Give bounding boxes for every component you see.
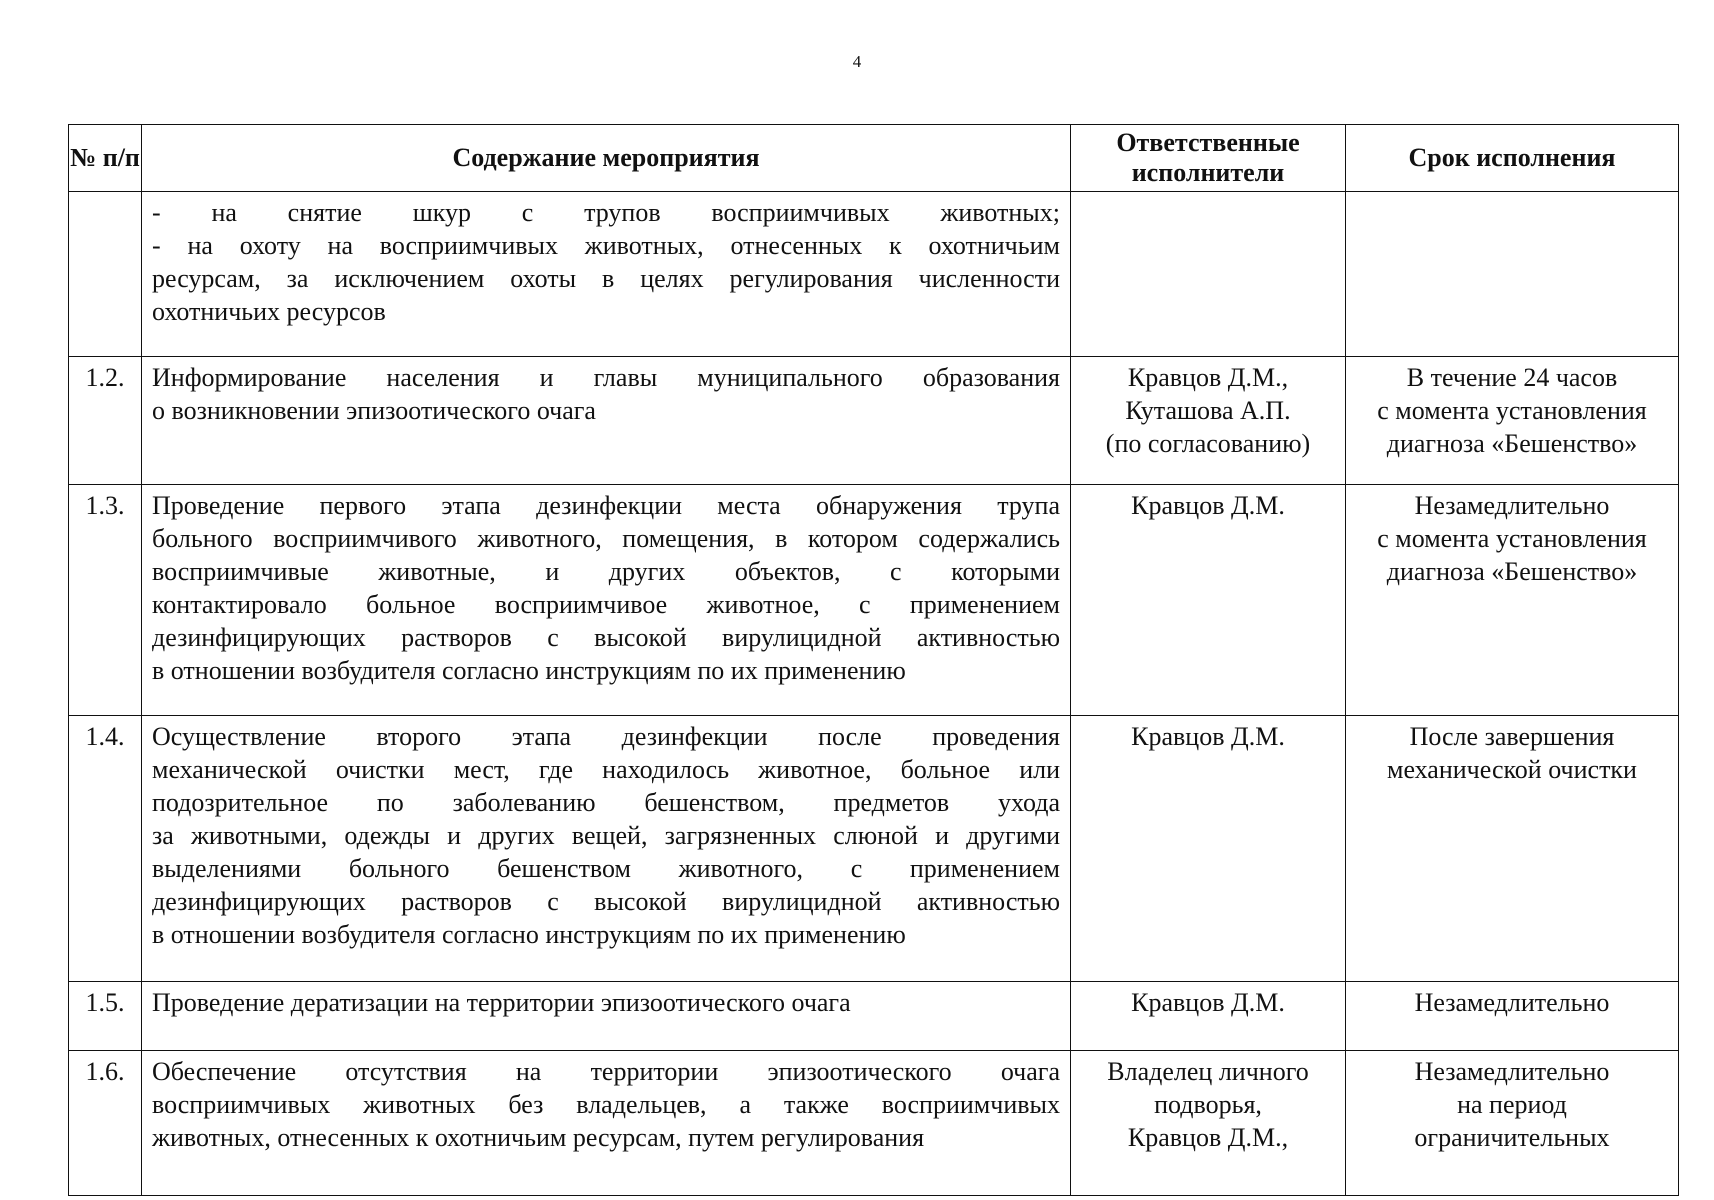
row-number: 1.6. — [69, 1051, 142, 1196]
header-responsible-line: Ответственные — [1116, 128, 1300, 157]
content-line: выделениями больного бешенством животного, с применением — [152, 854, 1060, 883]
responsible-line: подворья, — [1154, 1090, 1262, 1119]
measures-table — [68, 124, 1679, 1196]
header-content: Содержание мероприятия — [142, 125, 1071, 192]
responsible-line: Кравцов Д.М. — [1131, 988, 1285, 1017]
table-row — [69, 1051, 1679, 1196]
content-line: в отношении возбудителя согласно инструкциям по их применению — [152, 656, 906, 685]
execution-term — [1346, 716, 1679, 982]
measure-content — [142, 1051, 1071, 1196]
content-line: Проведение дератизации на территории эпизоотического очага — [152, 988, 851, 1017]
responsible-executors — [1071, 716, 1346, 982]
measure-content — [142, 192, 1071, 357]
term-line: Незамедлительно — [1414, 1057, 1610, 1086]
term-line: Незамедлительно — [1414, 491, 1610, 520]
row-number: 1.4. — [69, 716, 142, 982]
table-row — [69, 716, 1679, 982]
execution-term — [1346, 485, 1679, 716]
term-line: механической очистки — [1387, 755, 1637, 784]
content-line: контактировало больное восприимчивое животное, с применением — [152, 590, 1060, 619]
content-line: Проведение первого этапа дезинфекции места обнаружения трупа — [152, 491, 1060, 520]
responsible-executors — [1071, 485, 1346, 716]
responsible-executors — [1071, 982, 1346, 1051]
row-number — [69, 192, 142, 357]
execution-term — [1346, 1051, 1679, 1196]
page-number: 4 — [852, 52, 862, 71]
table-row — [69, 982, 1679, 1051]
header-term: Срок исполнения — [1346, 125, 1679, 192]
measure-content — [142, 485, 1071, 716]
responsible-executors — [1071, 192, 1346, 357]
responsible-line: Владелец личного — [1107, 1057, 1309, 1086]
execution-term — [1346, 192, 1679, 357]
header-row — [69, 125, 1679, 192]
content-line: Обеспечение отсутствия на территории эпизоотического очага — [152, 1057, 1060, 1086]
measure-content — [142, 357, 1071, 485]
term-line: на период — [1457, 1090, 1567, 1119]
responsible-line: Кравцов Д.М., — [1127, 1123, 1289, 1152]
content-line: охотничьих ресурсов — [152, 297, 386, 326]
content-line: механической очистки мест, где находилось животное, больное или — [152, 755, 1060, 784]
table-row — [69, 357, 1679, 485]
responsible-line: Кравцов Д.М. — [1131, 722, 1285, 751]
content-line: о возникновении эпизоотического очага — [152, 396, 596, 425]
term-line: Незамедлительно — [1414, 988, 1610, 1017]
content-line: - на охоту на восприимчивых животных, отнесенных к охотничьим — [152, 231, 1060, 260]
term-line: После завершения — [1409, 722, 1615, 751]
row-number: 1.2. — [69, 357, 142, 485]
header-num — [69, 125, 142, 192]
term-line: с момента установления — [1377, 524, 1647, 553]
content-line: дезинфицирующих растворов с высокой вирулицидной активностью — [152, 623, 1060, 652]
row-number: 1.5. — [69, 982, 142, 1051]
execution-term — [1346, 982, 1679, 1051]
header-num-line: № — [70, 143, 97, 172]
table-row — [69, 192, 1679, 357]
term-line: с момента установления — [1377, 396, 1647, 425]
row-number: 1.3. — [69, 485, 142, 716]
term-line: В течение 24 часов — [1406, 363, 1618, 392]
content-line: - на снятие шкур с трупов восприимчивых животных; — [152, 198, 1060, 227]
content-line: восприимчивые животные, и других объектов, с которыми — [152, 557, 1060, 586]
content-line: в отношении возбудителя согласно инструкциям по их применению — [152, 920, 906, 949]
measure-content — [142, 716, 1071, 982]
content-line: Информирование населения и главы муниципального образования — [152, 363, 1060, 392]
responsible-line: (по согласованию) — [1105, 429, 1311, 458]
content-line: подозрительное по заболеванию бешенством, предметов ухода — [152, 788, 1060, 817]
term-line: ограничительных — [1414, 1123, 1610, 1152]
content-line: восприимчивых животных без владельцев, а также восприимчивых — [152, 1090, 1060, 1119]
content-line: дезинфицирующих растворов с высокой вирулицидной активностью — [152, 887, 1060, 916]
responsible-line: Куташова А.П. — [1125, 396, 1291, 425]
measure-content — [142, 982, 1071, 1051]
content-line: Осуществление второго этапа дезинфекции после проведения — [152, 722, 1060, 751]
table-row — [69, 485, 1679, 716]
responsible-executors — [1071, 357, 1346, 485]
responsible-line: Кравцов Д.М., — [1127, 363, 1289, 392]
header-num-line: п/п — [102, 143, 140, 172]
term-line: диагноза «Бешенство» — [1386, 557, 1638, 586]
header-responsible — [1071, 125, 1346, 192]
content-line: больного восприимчивого животного, помещения, в котором содержались — [152, 524, 1060, 553]
header-responsible-line: исполнители — [1131, 158, 1285, 187]
execution-term — [1346, 357, 1679, 485]
content-line: животных, отнесенных к охотничьим ресурсам, путем регулирования — [152, 1123, 925, 1152]
term-line: диагноза «Бешенство» — [1386, 429, 1638, 458]
content-line: за животными, одежды и других вещей, загрязненных слюной и другими — [152, 821, 1060, 850]
responsible-line: Кравцов Д.М. — [1131, 491, 1285, 520]
responsible-executors — [1071, 1051, 1346, 1196]
content-line: ресурсам, за исключением охоты в целях регулирования численности — [152, 264, 1060, 293]
